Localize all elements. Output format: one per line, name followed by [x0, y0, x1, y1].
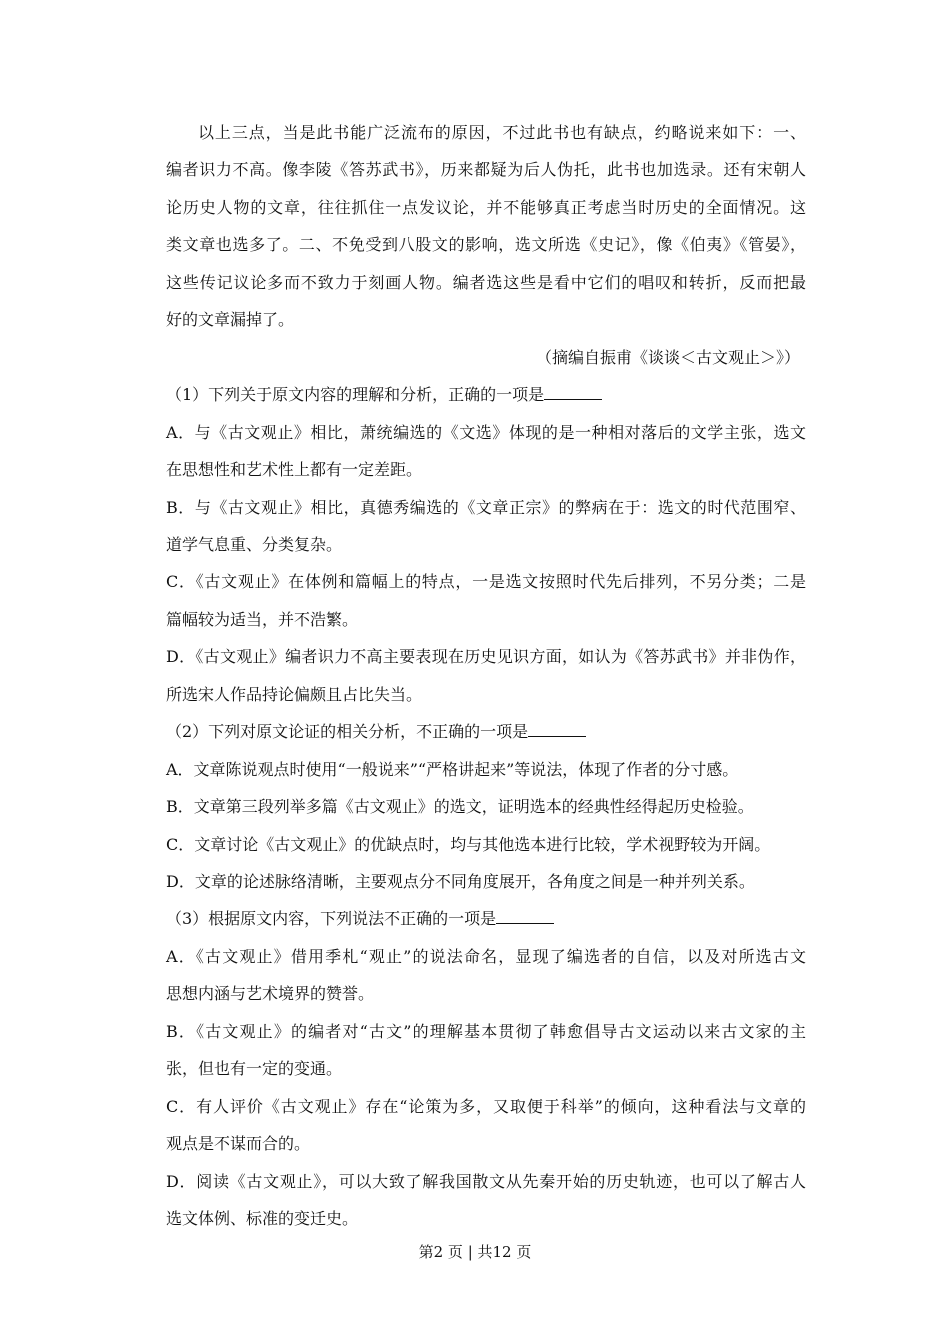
- line-text: 论历史人物的文章，往往抓住一点发议论，并不能够真正考虑当时历史的全面情况。这: [166, 197, 806, 217]
- line-text: C．文章讨论《古文观止》的优缺点时，均与其他选本进行比较，学术视野较为开阔。: [166, 834, 771, 854]
- paragraph-line: [198, 121, 806, 145]
- option-line: [166, 645, 806, 669]
- option-line: [166, 870, 806, 894]
- answer-blank[interactable]: [528, 720, 586, 737]
- paragraph-line: [166, 271, 806, 295]
- line-text: （3）根据原文内容，下列说法不正确的一项是: [166, 909, 497, 929]
- answer-blank[interactable]: [496, 907, 554, 924]
- option-line: [166, 1095, 806, 1119]
- option-line: [166, 1057, 806, 1081]
- line-text: 类文章也选多了。二、不免受到八股文的影响，选文所选《史记》，像《伯夷》《管晏》，: [166, 235, 806, 255]
- line-text: A．文章陈说观点时使用“一般说来”“严格讲起来”等说法，体现了作者的分寸感。: [166, 759, 739, 779]
- paragraph-line: [166, 308, 806, 332]
- option-line: [166, 1132, 806, 1156]
- line-text: （摘编自振甫《谈谈＜古文观止＞》）: [535, 347, 800, 367]
- line-text: 这些传记议论多而不致力于刻画人物。编者选这些是看中它们的唱叹和转折，反而把最: [166, 272, 806, 292]
- prompt-line: [166, 907, 806, 931]
- line-text: A．与《古文观止》相比，萧统编选的《文选》体现的是一种相对落后的文学主张，选文: [166, 422, 806, 442]
- line-text: 篇幅较为适当，并不浩繁。: [166, 609, 359, 629]
- option-line: [166, 608, 806, 632]
- line-text: B．与《古文观止》相比，真德秀编选的《文章正宗》的弊病在于：选文的时代范围窄、: [166, 497, 806, 517]
- prompt-line: [166, 383, 806, 407]
- prompt-line: [166, 720, 806, 744]
- option-line: [166, 458, 806, 482]
- line-text: 以上三点，当是此书能广泛流布的原因，不过此书也有缺点，约略说来如下：一、: [198, 123, 806, 142]
- line-text: D．《古文观止》编者识力不高主要表现在历史见识方面，如认为《答苏武书》并非伪作，: [166, 647, 806, 667]
- answer-blank[interactable]: [544, 383, 602, 400]
- paragraph-line: [166, 158, 806, 182]
- option-line: [166, 982, 806, 1006]
- option-line: [166, 533, 806, 557]
- line-text: A．《古文观止》借用季札“观止”的说法命名，显现了编选者的自信，以及对所选古文: [166, 946, 806, 966]
- line-text: 所选宋人作品持论偏颇且占比失当。: [166, 684, 423, 704]
- source-line: [166, 346, 800, 370]
- option-line: [166, 1170, 806, 1194]
- line-text: D．阅读《古文观止》，可以大致了解我国散文从先秦开始的历史轨迹，也可以了解古人: [166, 1171, 806, 1191]
- line-text: D．文章的论述脉络清晰，主要观点分不同角度展开，各角度之间是一种并列关系。: [166, 872, 755, 891]
- line-text: C．有人评价《古文观止》存在“论策为多，又取便于科举”的倾向，这种看法与文章的: [166, 1096, 806, 1116]
- line-text: （1）下列关于原文内容的理解和分析，正确的一项是: [166, 385, 545, 405]
- option-line: [166, 758, 806, 782]
- line-text: B．《古文观止》的编者对“古文”的理解基本贯彻了韩愈倡导古文运动以来古文家的主: [166, 1021, 806, 1041]
- line-text: 在思想性和艺术性上都有一定差距。: [166, 460, 423, 480]
- option-line: [166, 833, 806, 857]
- line-text: 观点是不谋而合的。: [166, 1134, 311, 1154]
- option-line: [166, 421, 806, 445]
- paragraph-line: [166, 233, 806, 257]
- option-line: [166, 496, 806, 520]
- paragraph-line: [166, 196, 806, 220]
- line-text: （2）下列对原文论证的相关分析，不正确的一项是: [166, 722, 529, 742]
- option-line: [166, 945, 806, 969]
- line-text: 道学气息重、分类复杂。: [166, 534, 343, 554]
- line-text: 编者识力不高。像李陵《答苏武书》，历来都疑为后人伪托，此书也加选录。还有宋朝人: [166, 160, 806, 180]
- line-text: 好的文章漏掉了。: [166, 310, 295, 330]
- line-text: 张，但也有一定的变通。: [166, 1059, 343, 1079]
- option-line: [166, 795, 806, 819]
- option-line: [166, 570, 806, 594]
- line-text: 选文体例、标准的变迁史。: [166, 1209, 359, 1229]
- option-line: [166, 1020, 806, 1044]
- line-text: 思想内涵与艺术境界的赞誉。: [166, 984, 375, 1004]
- line-text: C．《古文观止》在体例和篇幅上的特点，一是选文按照时代先后排列，不另分类；二是: [166, 572, 806, 592]
- line-text: B．文章第三段列举多篇《古文观止》的选文，证明选本的经典性经得起历史检验。: [166, 797, 754, 817]
- page-footer: 第2 页 | 共12 页: [418, 1243, 532, 1261]
- option-line: [166, 683, 806, 707]
- option-line: [166, 1207, 806, 1231]
